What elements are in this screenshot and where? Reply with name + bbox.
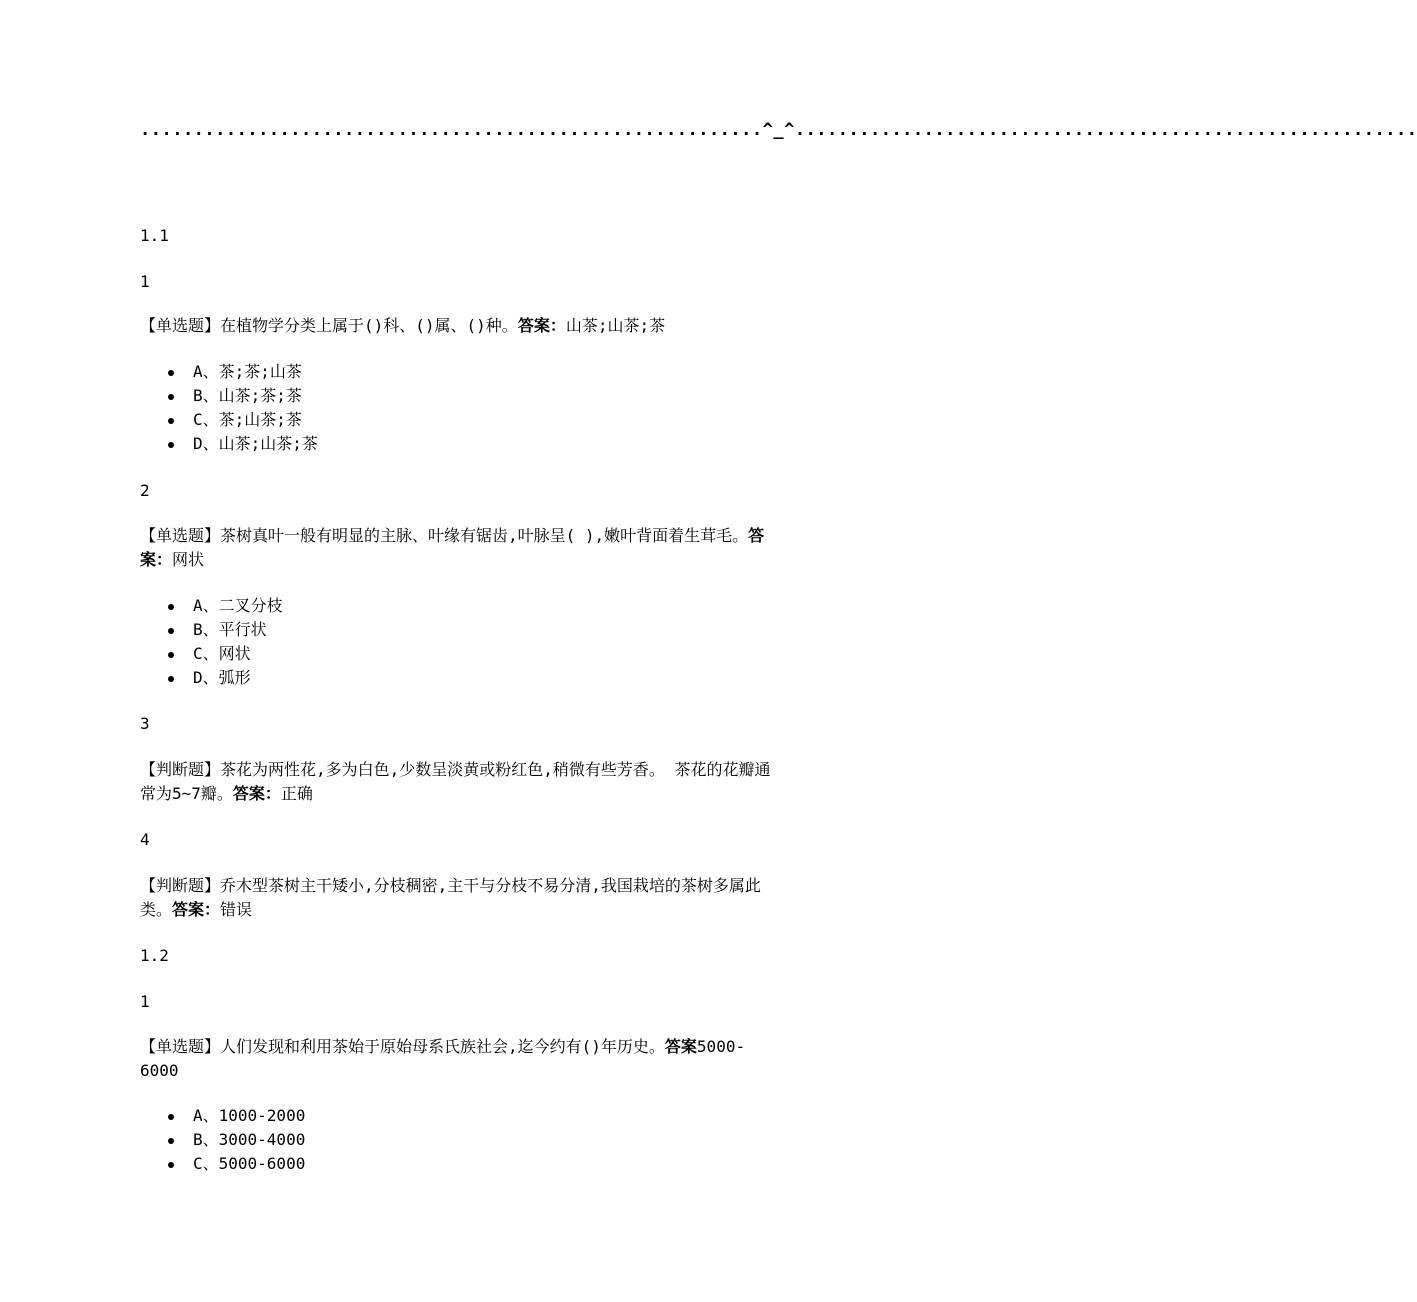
option-item: D、山茶;山茶;茶 bbox=[165, 432, 318, 456]
question-stem: 【判断题】茶花为两性花,多为白色,少数呈淡黄或粉红色,稍微有些芳香。 茶花的花瓣通常为5~7瓣。 bbox=[140, 760, 771, 803]
answer-label: 答案： bbox=[172, 900, 221, 919]
question-stem: 【单选题】人们发现和利用茶始于原始母系氏族社会,迄今约有()年历史。 bbox=[140, 1037, 665, 1056]
question-stem: 【单选题】茶树真叶一般有明显的主脉、叶缘有锯齿,叶脉呈( ),嫩叶背面着生茸毛。 bbox=[140, 526, 749, 545]
section-title: 1.2 bbox=[140, 946, 169, 965]
answer-label: 答案： bbox=[232, 784, 281, 803]
option-item: B、平行状 bbox=[165, 618, 283, 642]
section-title: 1.1 bbox=[140, 226, 169, 245]
answer-label: 答案： bbox=[140, 526, 765, 569]
option-item: D、弧形 bbox=[165, 666, 283, 690]
option-item: C、网状 bbox=[165, 642, 283, 666]
question-number: 4 bbox=[140, 830, 150, 849]
answer-value: 网状 bbox=[172, 550, 205, 569]
question-number: 3 bbox=[140, 714, 150, 733]
question-text bbox=[140, 758, 780, 806]
answer-value: 山茶;山茶;茶 bbox=[565, 316, 666, 335]
answer-label: 答案： bbox=[517, 316, 566, 335]
option-item: C、5000-6000 bbox=[165, 1152, 305, 1176]
option-item: C、茶;山茶;茶 bbox=[165, 408, 318, 432]
question-stem: 【判断题】乔木型茶树主干矮小,分枝稠密,主干与分枝不易分清,我国栽培的茶树多属此类。 bbox=[140, 876, 761, 919]
question-text bbox=[140, 524, 780, 572]
answer-value: 正确 bbox=[280, 784, 313, 803]
option-item: A、茶;茶;山茶 bbox=[165, 360, 318, 384]
question-stem: 【单选题】在植物学分类上属于()科、()属、()种。 bbox=[140, 316, 518, 335]
question-number: 2 bbox=[140, 481, 150, 500]
answer-value: 错误 bbox=[220, 900, 253, 919]
option-list bbox=[165, 594, 283, 690]
answer-label: 答案 bbox=[664, 1037, 697, 1056]
question-text bbox=[140, 874, 780, 922]
option-list bbox=[165, 360, 318, 456]
question-text bbox=[140, 1035, 780, 1083]
option-item: A、二叉分枝 bbox=[165, 594, 283, 618]
answer-value: 5000-6000 bbox=[140, 1037, 746, 1080]
option-item: A、1000-2000 bbox=[165, 1104, 305, 1128]
option-list bbox=[165, 1104, 305, 1176]
option-item: B、山茶;茶;茶 bbox=[165, 384, 318, 408]
question-number: 1 bbox=[140, 992, 150, 1011]
question-text bbox=[140, 314, 780, 338]
question-number: 1 bbox=[140, 272, 150, 291]
option-item: B、3000-4000 bbox=[165, 1128, 305, 1152]
decorative-header-line: ..........................................................^_^.......................................................... bbox=[140, 120, 1417, 140]
